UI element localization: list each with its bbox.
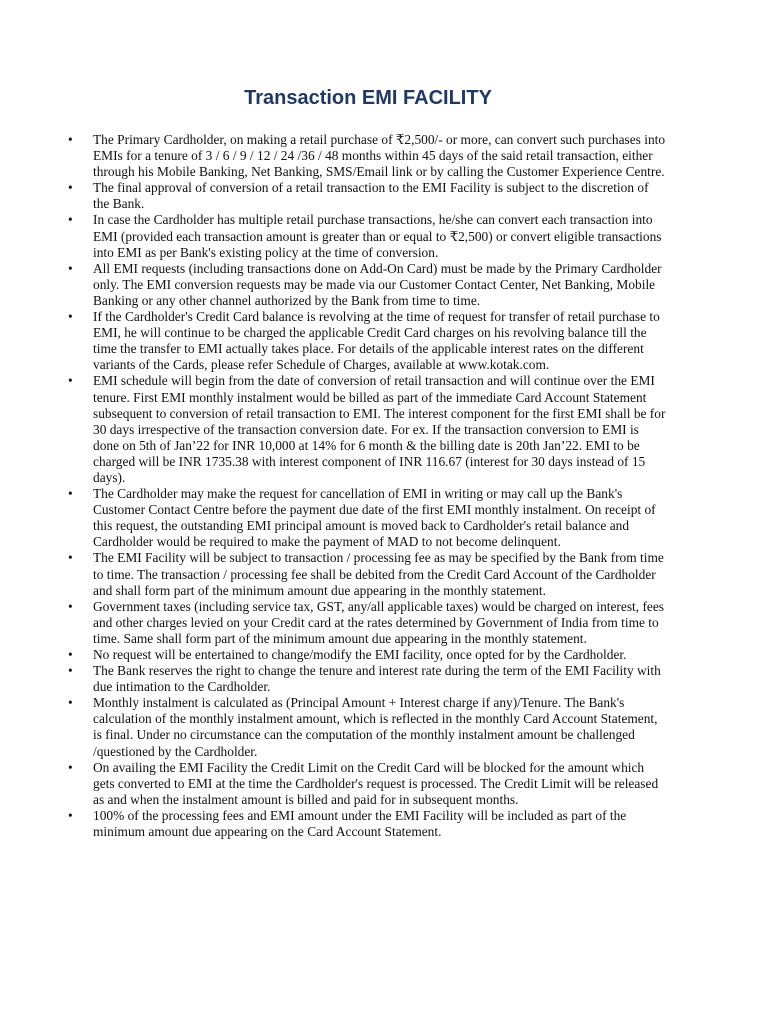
list-item <box>68 180 668 212</box>
bullet-icon: • <box>68 180 73 196</box>
list-item-text: No request will be entertained to change/modify the EMI facility, once opted for by the Cardholder. <box>93 647 627 662</box>
bullet-icon: • <box>68 373 73 389</box>
list-item <box>68 132 668 180</box>
bullet-icon: • <box>68 260 73 276</box>
terms-list <box>68 132 668 840</box>
list-item-text: Government taxes (including service tax, GST, any/all applicable taxes) would be charged on interest, fees and other charges levied on your Credit card at the rates determined by Government of India from time to time. Same shall form part of the minimum amount due appearing in the monthly statement. <box>93 598 665 646</box>
bullet-icon: • <box>68 807 73 823</box>
list-item-text: In case the Cardholder has multiple retail purchase transactions, he/she can convert each transaction into EMI (provided each transaction amount is greater than or equal to ₹2,500) or convert eligible transactions into EMI as per Bank's existing policy at the time of conversion. <box>93 212 662 260</box>
bullet-icon: • <box>68 212 73 228</box>
list-item <box>68 647 668 663</box>
list-item <box>68 663 668 695</box>
list-item <box>68 599 668 647</box>
bullet-icon: • <box>68 647 73 662</box>
list-item-text: Monthly instalment is calculated as (Principal Amount + Interest charge if any)/Tenure. The Bank's calculation of the monthly instalment amount, which is reflected in the monthly Card Account Statement, is final. Under no circumstance can the computation of the monthly instalment amount be challenged /questioned by the Cardholder. <box>93 695 658 759</box>
list-item-text: On availing the EMI Facility the Credit Limit on the Credit Card will be blocked for the amount which gets converted to EMI at the time the Cardholder's request is processed. The Credit Limit will be released as and when the instalment amount is billed and paid for in subsequent months. <box>93 759 659 807</box>
bullet-icon: • <box>68 309 73 325</box>
page-title: Transaction EMI FACILITY <box>244 87 492 109</box>
list-item-text: If the Cardholder's Credit Card balance is revolving at the time of request for transfer of retail purchase to EMI, he will continue to be charged the applicable Credit Card charges on his revolving balance till the time the transfer to EMI actually takes place. For details of the applicable interest rates on the different variants of the Cards, please refer Schedule of Charges, available at www.kotak.com. <box>93 309 660 373</box>
bullet-icon: • <box>68 550 73 566</box>
list-item-text: The EMI Facility will be subject to transaction / processing fee as may be specified by the Bank from time to time. The transaction / processing fee shall be debited from the Credit Card Account of the Cardholder and shall form part of the minimum amount due appearing in the monthly statement. <box>93 550 664 598</box>
bullet-icon: • <box>68 695 73 711</box>
list-item-text: The Primary Cardholder, on making a retail purchase of ₹2,500/- or more, can convert such purchases into EMIs for a tenure of 3 / 6 / 9 / 12 / 24 /36 / 48 months within 45 days of the said retail transaction, either through his Mobile Banking, Net Banking, SMS/Email link or by calling the Customer Experience Centre. <box>93 132 666 180</box>
bullet-icon: • <box>68 598 73 614</box>
list-item-text: The Bank reserves the right to change the tenure and interest rate during the term of the EMI Facility with due intimation to the Cardholder. <box>93 663 661 695</box>
list-item-text: The final approval of conversion of a retail transaction to the EMI Facility is subject to the discretion of the Bank. <box>93 180 649 212</box>
bullet-icon: • <box>68 663 73 679</box>
list-item <box>68 695 668 759</box>
bullet-icon: • <box>68 486 73 502</box>
list-item-text: The Cardholder may make the request for cancellation of EMI in writing or may call up the Bank's Customer Contact Centre before the payment due date of the first EMI monthly instalment. On receipt of this request, the outstanding EMI principal amount is moved back to Cardholder's retail balance and Cardholder would be required to make the payment of MAD to not become delinquent. <box>93 486 656 550</box>
list-item <box>68 760 668 808</box>
bullet-icon: • <box>68 759 73 775</box>
list-item <box>68 212 668 260</box>
list-item-text: 100% of the processing fees and EMI amount under the EMI Facility will be included as part of the minimum amount due appearing on the Card Account Statement. <box>93 807 627 840</box>
list-item <box>68 261 668 309</box>
list-item <box>68 550 668 598</box>
list-item <box>68 486 668 550</box>
list-item <box>68 808 668 840</box>
list-item-text: EMI schedule will begin from the date of conversion of retail transaction and will continue over the EMI tenure. First EMI monthly instalment would be billed as part of the immediate Card Account Statement subsequent to conversion of retail transaction to EMI. The interest component for the first EMI shall be for 30 days irrespective of the transaction conversion date. For ex. If the transaction conversion to EMI is done on 5th of Jan’22 for INR 10,000 at 14% for 6 month & the billing date is 20th Jan’22. EMI to be charged will be INR 1735.38 with interest component of INR 116.67 (interest for 30 days instead of 15 days). <box>93 373 666 485</box>
list-item <box>68 373 668 486</box>
list-item <box>68 309 668 373</box>
bullet-icon: • <box>68 132 73 147</box>
list-item-text: All EMI requests (including transactions done on Add-On Card) must be made by the Primary Cardholder only. The EMI conversion requests may be made via our Customer Contact Center, Net Banking, Mobile Banking or any other channel authorized by the Bank from time to time. <box>93 260 662 308</box>
